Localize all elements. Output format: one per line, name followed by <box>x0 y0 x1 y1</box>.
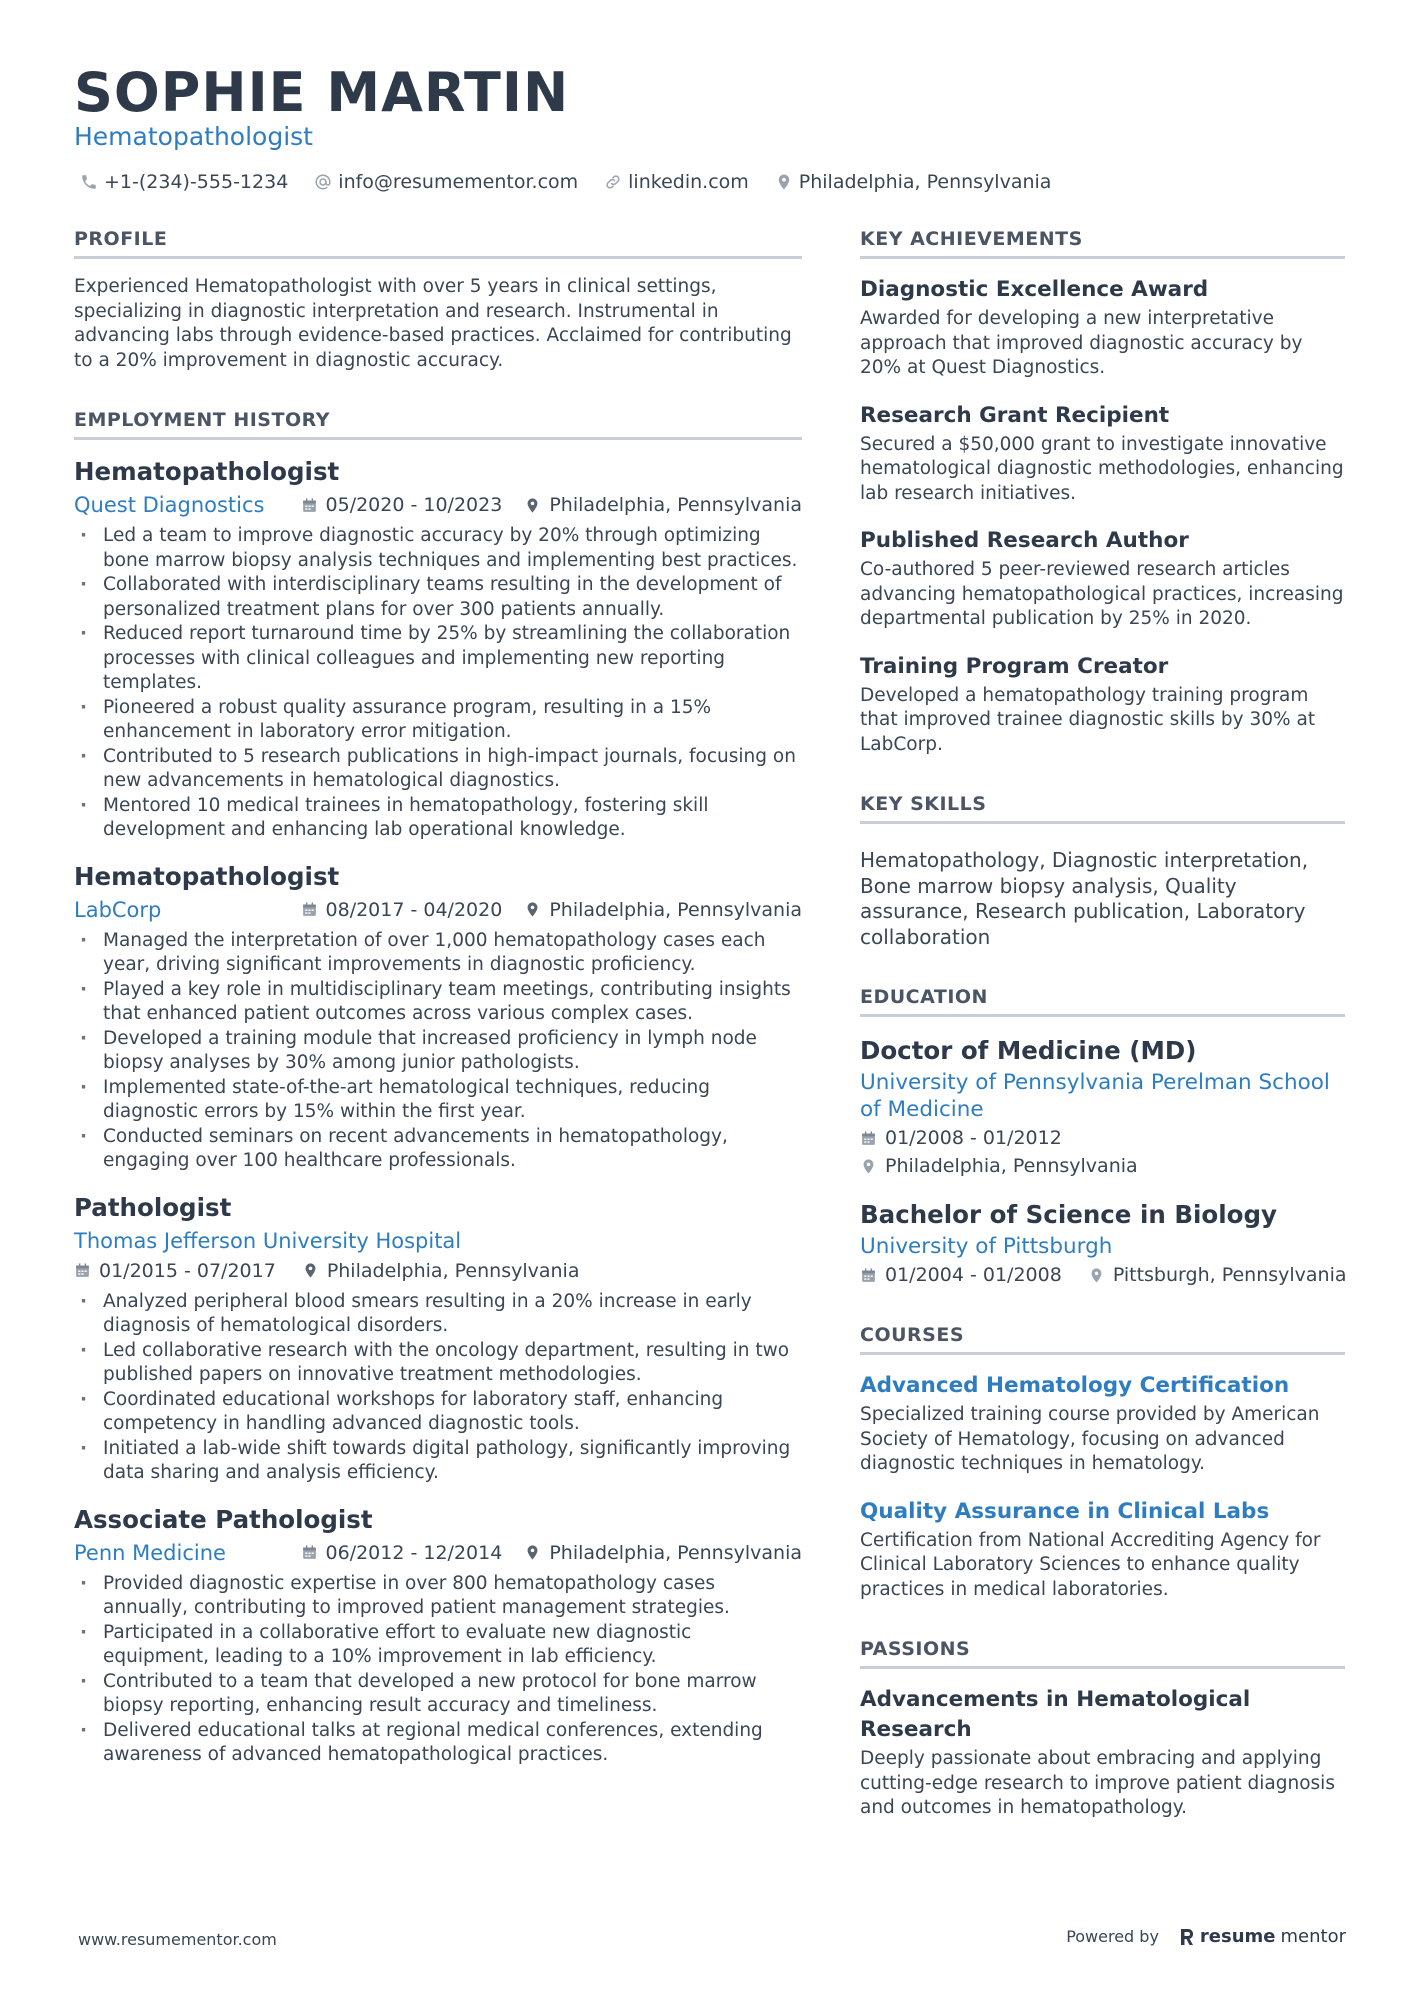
education-location-text: Philadelphia, Pennsylvania <box>885 1155 1138 1177</box>
job-title: Pathologist <box>74 1192 232 1222</box>
job-title: Hematopathologist <box>74 457 340 486</box>
job-company: LabCorp <box>74 897 162 922</box>
brand-logo[interactable] <box>1179 1926 1346 1947</box>
job-bullet: · Coordinated educational workshops for laboratory staff, enhancing competency in handling advanced diagnostic tools. <box>74 1388 802 1437</box>
map-pin-icon <box>524 901 541 918</box>
job-location-text: Philadelphia, Pennsylvania <box>549 898 802 921</box>
education-section <box>860 984 1345 1288</box>
map-pin-icon <box>775 173 793 191</box>
phone-icon <box>80 173 98 191</box>
map-pin-icon <box>524 1544 541 1561</box>
achievement-item <box>860 652 1345 758</box>
education-degree: Bachelor of Science in Biology <box>860 1200 1277 1229</box>
contact-email[interactable] <box>314 168 578 196</box>
brand-mark-icon <box>1179 1927 1195 1947</box>
job-entry <box>74 861 802 1174</box>
course-title: Advanced Hematology Certification <box>860 1373 1290 1398</box>
achievement-item <box>860 401 1345 507</box>
section-title-skills: KEY SKILLS <box>860 791 1345 824</box>
passion-text: Deeply passionate about embracing and applying cutting-edge research to improve patient diagnosis and outcomes in hematopathology. <box>860 1748 1335 1818</box>
education-dates-text: 01/2008 - 01/2012 <box>885 1127 1062 1149</box>
job-company: Thomas Jefferson University Hospital <box>74 1228 462 1253</box>
job-meta-right <box>301 895 802 925</box>
profile-text: Experienced Hematopathologist with over 5 years in clinical settings, specializing in diagnostic interpretation and research. Instrumental in advancing labs through evidence-based practices. Acclaimed for contributing to a 20% improvement in diagnostic accuracy. <box>74 276 792 371</box>
job-bullet: · Developed a training module that increased proficiency in lymph node biopsy analyses by 30% among junior pathologists. <box>74 1027 802 1076</box>
achievement-text: Awarded for developing a new interpretative approach that improved diagnostic accuracy by 20% at Quest Diagnostics. <box>860 308 1303 378</box>
contact-email-text[interactable]: info@resumementor.com <box>338 171 579 193</box>
candidate-role: Hematopathologist <box>74 122 313 151</box>
job-dates-text: 08/2017 - 04/2020 <box>325 898 503 921</box>
map-pin-icon <box>860 1158 877 1175</box>
job-entry <box>74 1504 802 1768</box>
section-title-education: EDUCATION <box>860 984 1345 1017</box>
job-meta <box>74 895 802 925</box>
passion-item <box>860 1685 1345 1821</box>
job-location-text: Philadelphia, Pennsylvania <box>549 1541 802 1564</box>
job-bullet: · Provided diagnostic expertise in over 800 hematopathology cases annually, contributing to improved patient management strategies. <box>74 1572 802 1621</box>
education-dates-item <box>860 1263 1062 1288</box>
calendar-icon <box>74 1262 91 1279</box>
job-location <box>524 490 802 520</box>
powered-by-text: Powered by <box>1066 1927 1159 1946</box>
section-title-passions: PASSIONS <box>860 1636 1345 1669</box>
job-bullet: · Played a key role in multidisciplinary team meetings, contributing insights that enhanced patient outcomes across various complex cases. <box>74 978 802 1027</box>
job-company: Quest Diagnostics <box>74 493 265 517</box>
education-meta <box>860 1263 1345 1288</box>
job-location <box>524 895 802 925</box>
achievement-text: Developed a hematopathology training program that improved trainee diagnostic skills by 30% at LabCorp. <box>860 684 1316 755</box>
job-entry <box>74 456 802 843</box>
brand-name-bold: resume <box>1199 1926 1276 1947</box>
achievement-title: Published Research Author <box>860 528 1189 553</box>
job-meta-right <box>301 1538 802 1568</box>
course-title: Quality Assurance in Clinical Labs <box>860 1498 1270 1524</box>
candidate-name: SOPHIE MARTIN <box>74 61 570 124</box>
achievement-item <box>860 275 1345 381</box>
job-entry <box>74 1192 802 1486</box>
job-meta <box>74 490 802 520</box>
job-meta-line <box>74 1256 802 1286</box>
achievement-title: Research Grant Recipient <box>860 402 1170 428</box>
calendar-icon <box>301 497 318 514</box>
employment-section <box>74 407 802 1768</box>
contact-linkedin-text[interactable]: linkedin.com <box>628 171 749 193</box>
passion-title: Advancements in Hematological Research <box>860 1687 1251 1742</box>
education-location-item <box>860 1154 1138 1179</box>
education-dates-item <box>860 1126 1062 1151</box>
passions-section <box>860 1636 1345 1821</box>
job-bullet: · Mentored 10 medical trainees in hematopathology, fostering skill development and enhancing lab operational knowledge. <box>74 794 802 843</box>
course-text: Specialized training course provided by American Society of Hematology, focusing on advanced diagnostic techniques in hematology. <box>860 1404 1320 1474</box>
profile-section <box>74 226 802 373</box>
job-bullet: · Led a team to improve diagnostic accuracy by 20% through optimizing bone marrow biopsy analysis techniques and implementing best practices. <box>74 524 802 573</box>
achievement-item <box>860 526 1345 632</box>
map-pin-icon <box>1088 1267 1105 1284</box>
job-title: Hematopathologist <box>74 861 340 891</box>
course-item <box>860 1371 1345 1477</box>
job-bullet: · Contributed to 5 research publications in high-impact journals, focusing on new advancements in hematological diagnostics. <box>74 745 802 794</box>
job-dates-text: 01/2015 - 07/2017 <box>99 1259 276 1282</box>
job-meta <box>74 1226 802 1286</box>
job-meta-right <box>301 490 802 520</box>
job-bullet: · Reduced report turnaround time by 25% by streamlining the collaboration processes with clinical colleagues and implementing new reporting templates. <box>74 622 802 696</box>
course-item <box>860 1497 1345 1603</box>
education-dates-text: 01/2004 - 01/2008 <box>885 1264 1062 1286</box>
achievement-text: Secured a $50,000 grant to investigate innovative hematological diagnostic methodologies, enhancing lab research initiatives. <box>860 433 1344 504</box>
calendar-icon <box>301 1544 318 1561</box>
skills-section <box>860 791 1345 950</box>
contact-bar <box>80 168 1051 196</box>
education-location <box>860 1154 1345 1179</box>
job-bullet: · Contributed to a team that developed a new protocol for bone marrow biopsy reporting, enhancing result accuracy and timeliness. <box>74 1670 802 1719</box>
map-pin-icon <box>524 497 541 514</box>
calendar-icon <box>860 1267 877 1284</box>
job-bullets <box>74 929 802 1174</box>
job-meta <box>74 1538 802 1568</box>
job-location <box>302 1256 580 1286</box>
education-location-item <box>1088 1263 1347 1288</box>
contact-phone <box>80 168 288 196</box>
link-icon <box>604 173 622 191</box>
job-bullet: · Managed the interpretation of over 1,000 hematopathology cases each year, driving significant improvements in diagnostic proficiency. <box>74 929 802 978</box>
job-bullet: · Implemented state-of-the-art hematological techniques, reducing diagnostic errors by 15% within the first year. <box>74 1076 802 1125</box>
job-dates <box>74 1256 276 1286</box>
footer-branding <box>1066 1926 1346 1947</box>
calendar-icon <box>860 1130 877 1147</box>
job-bullet: · Conducted seminars on recent advancements in hematopathology, engaging over 100 healthcare professionals. <box>74 1125 802 1174</box>
achievement-text: Co-authored 5 peer-reviewed research articles advancing hematopathological practices, increasing departmental publication by 25% in 2020. <box>860 559 1344 629</box>
job-bullets <box>74 1572 802 1768</box>
job-bullet: · Participated in a collaborative effort to evaluate new diagnostic equipment, leading to a 10% improvement in lab efficiency. <box>74 1621 802 1670</box>
contact-phone-text: +1-(234)-555-1234 <box>104 171 289 193</box>
education-location-text: Pittsburgh, Pennsylvania <box>1112 1264 1347 1286</box>
contact-linkedin[interactable] <box>604 168 749 196</box>
contact-location <box>775 168 1052 196</box>
education-dates <box>860 1126 1345 1151</box>
job-bullets <box>74 1290 802 1486</box>
achievement-title: Diagnostic Excellence Award <box>860 277 1209 302</box>
job-bullet: · Initiated a lab-wide shift towards digital pathology, significantly improving data sharing and analysis efficiency. <box>74 1437 802 1486</box>
section-title-employment: EMPLOYMENT HISTORY <box>74 407 802 440</box>
left-column <box>74 226 802 1802</box>
section-title-courses: COURSES <box>860 1322 1345 1355</box>
achievements-section <box>860 226 1345 757</box>
education-school: University of Pittsburgh <box>860 1234 1113 1259</box>
job-bullet: · Analyzed peripheral blood smears resulting in a 20% increase in early diagnosis of hematological disorders. <box>74 1290 802 1339</box>
job-title: Associate Pathologist <box>74 1504 373 1534</box>
at-icon <box>314 173 332 191</box>
brand-name-regular: mentor <box>1280 1926 1346 1947</box>
job-location-text: Philadelphia, Pennsylvania <box>549 494 802 516</box>
education-item <box>860 1035 1345 1179</box>
section-title-achievements: KEY ACHIEVEMENTS <box>860 226 1345 259</box>
course-text: Certification from National Accrediting Agency for Clinical Laboratory Sciences to enhance quality practices in medical laboratories. <box>860 1529 1321 1600</box>
right-column <box>860 226 1345 1855</box>
job-dates <box>301 895 503 925</box>
education-item <box>860 1199 1345 1288</box>
map-pin-icon <box>302 1262 319 1279</box>
job-bullet: · Led collaborative research with the oncology department, resulting in two published papers on innovative treatment methodologies. <box>74 1339 802 1388</box>
job-bullet: · Pioneered a robust quality assurance program, resulting in a 15% enhancement in laboratory error mitigation. <box>74 696 802 745</box>
calendar-icon <box>301 901 318 918</box>
job-location-text: Philadelphia, Pennsylvania <box>326 1259 580 1282</box>
job-dates <box>301 1538 503 1568</box>
footer-website[interactable]: www.resumementor.com <box>78 1930 277 1949</box>
education-degree: Doctor of Medicine (MD) <box>860 1036 1197 1065</box>
job-bullets <box>74 524 802 843</box>
section-title-profile: PROFILE <box>74 226 802 259</box>
contact-location-text: Philadelphia, Pennsylvania <box>798 171 1052 193</box>
skills-text: Hematopathology, Diagnostic interpretation, Bone marrow biopsy analysis, Quality assurance, Research publication, Laboratory collaboration <box>860 848 1309 949</box>
education-school: University of Pennsylvania Perelman School of Medicine <box>860 1070 1330 1122</box>
job-dates-text: 05/2020 - 10/2023 <box>325 494 503 516</box>
job-bullet: · Delivered educational talks at regional medical conferences, extending awareness of advanced hematopathological practices. <box>74 1719 802 1768</box>
job-location <box>524 1538 802 1568</box>
achievement-title: Training Program Creator <box>860 653 1169 679</box>
job-bullet: · Collaborated with interdisciplinary teams resulting in the development of personalized treatment plans for over 300 patients annually. <box>74 573 802 622</box>
job-dates-text: 06/2012 - 12/2014 <box>325 1541 503 1564</box>
job-company: Penn Medicine <box>74 1540 226 1565</box>
job-dates <box>301 490 503 520</box>
courses-section <box>860 1322 1345 1602</box>
